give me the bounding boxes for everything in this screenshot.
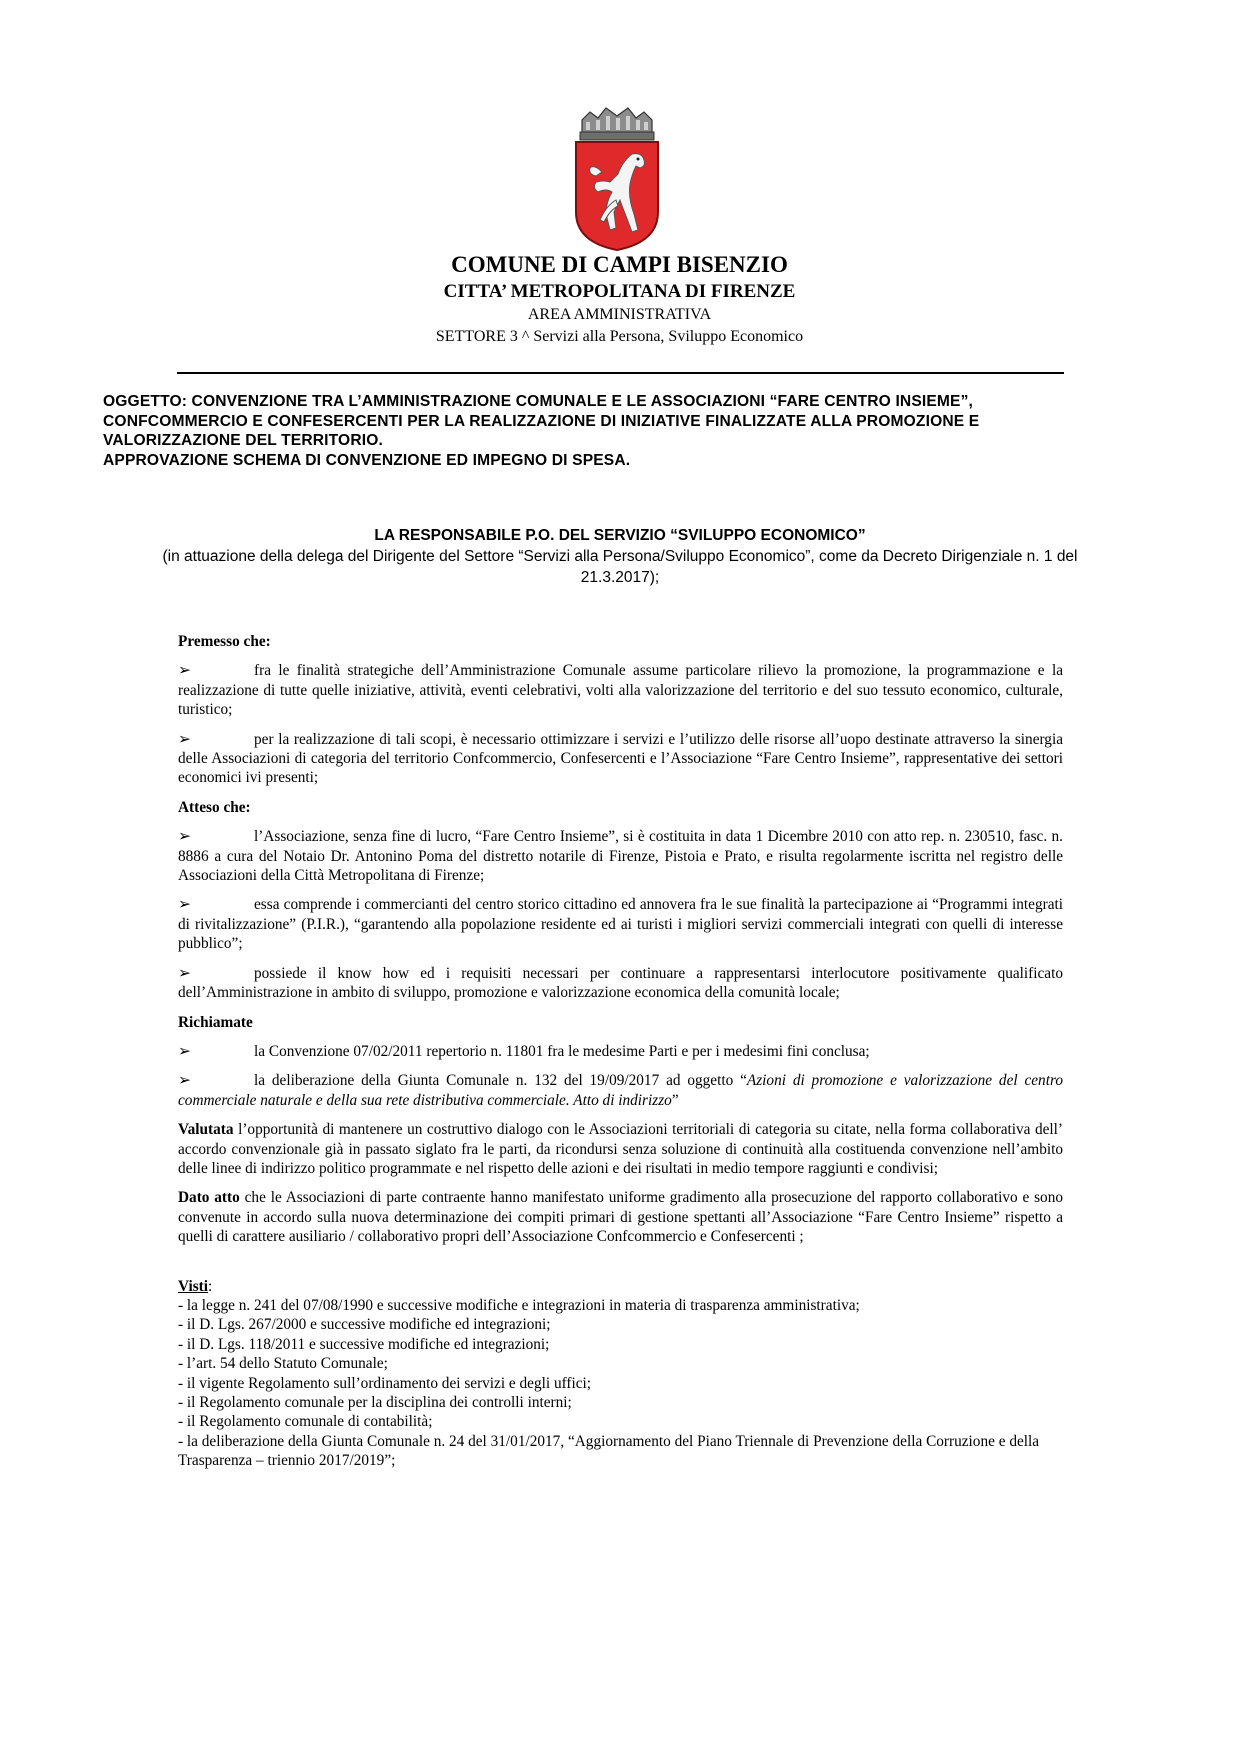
list-item: ➢ fra le finalità strategiche dell’Amministrazione Comunale assume particolare rilievo la promozione, la programmazione e la realizzazione di tutte quelle iniziative, attività, eventi celebrativi, volti alla valorizzazione del territorio e del suo tessuto economico, culturale, turistico; [178, 662, 1063, 719]
delibera-title: Azioni di promozione e valorizzazione del centro commerciale naturale e della sua rete distributiva commerciale. Atto di indirizzo [178, 1072, 1063, 1109]
arrow-bullet-icon: ➢ [178, 662, 191, 680]
list-item: ➢ la deliberazione della Giunta Comunale n. 132 del 19/09/2017 ad oggetto “Azioni di promozione e valorizzazione del centro commerciale naturale e della sua rete distributiva commerciale. Atto di indirizzo” [178, 1072, 1063, 1109]
oggetto-line: APPROVAZIONE SCHEMA DI CONVENZIONE ED IMPEGNO DI SPESA. [103, 451, 631, 469]
arrow-bullet-icon: ➢ [178, 828, 191, 846]
arrow-bullet-icon: ➢ [178, 896, 191, 914]
oggetto-block [103, 392, 1163, 470]
area-name: AREA AMMINISTRATIVA [527, 306, 712, 323]
atteso-heading: Atteso che: [178, 798, 251, 816]
list-item: ➢ essa comprende i commercianti del centro storico cittadino ed annovera fra le sue finalità la partecipazione ai “Programmi integrati di rivitalizzazione” (P.I.R.), “garantendo alla popolazione residente ed ai turisti i migliori servizi commerciali integrati con quelli di interesse pubblico”; [178, 896, 1063, 953]
arrow-bullet-icon: ➢ [178, 730, 191, 748]
oggetto-line: OGGETTO: CONVENZIONE TRA L’AMMINISTRAZIONE COMUNALE E LE ASSOCIAZIONI “FARE CENTRO INSIEME”, [103, 393, 974, 410]
visti-line: - il vigente Regolamento sull’ordinamento dei servizi e degli uffici; [178, 1374, 592, 1392]
comune-name: COMUNE DI CAMPI BISENZIO [451, 252, 788, 277]
richiamate-heading: Richiamate [178, 1013, 253, 1031]
dato-atto-paragraph: Dato atto che le Associazioni di parte contraente hanno manifestato uniforme gradimento alla prosecuzione del rapporto collaborativo e sono convenute in accordo sulla nuova determinazione dei compiti primari di gestione spettanti all’Associazione “Fare Centro Insieme” rispetto a quelli di carattere ausiliario / collaborativo propri dell’Associazione Confcommercio e Confesercenti ; [178, 1189, 1063, 1246]
list-item: ➢ la Convenzione 07/02/2011 repertorio n. 11801 fra le medesime Parti e per i medesimi fini conclusa; [178, 1042, 870, 1060]
arrow-bullet-icon: ➢ [178, 1072, 191, 1090]
visti-line: - il Regolamento comunale di contabilità; [178, 1413, 433, 1431]
responsabile-subtitle: (in attuazione della delega del Dirigente del Settore “Servizi alla Persona/Sviluppo Economico”, come da Decreto Dirigenziale n. 1 del 21.3.2017); [162, 548, 1078, 586]
responsabile-block [150, 525, 1090, 588]
visti-line: - la deliberazione della Giunta Comunale n. 24 del 31/01/2017, “Aggiornamento del Piano Triennale di Prevenzione della Corruzione e della Trasparenza – triennio 2017/2019”; [178, 1432, 1040, 1470]
list-item: ➢ l’Associazione, senza fine di lucro, “Fare Centro Insieme”, si è costituita in data 1 Dicembre 2010 con atto rep. n. 230510, fasc. n. 8886 a cura del Notaio Dr. Antonino Poma del distretto notarile di Firenze, Pistoia e Prato, e risulta regolarmente iscritta nel registro delle Associazioni della Città Metropolitana di Firenze; [178, 828, 1063, 885]
visti-line: - la legge n. 241 del 07/08/1990 e successive modifiche e integrazioni in materia di trasparenza amministrativa; [178, 1296, 860, 1314]
document-header [0, 250, 1239, 348]
arrow-bullet-icon: ➢ [178, 1042, 191, 1060]
arrow-bullet-icon: ➢ [178, 964, 191, 982]
oggetto-line: VALORIZZAZIONE DEL TERRITORIO. [103, 432, 383, 449]
responsabile-title: LA RESPONSABILE P.O. DEL SERVIZIO “SVILUPPO ECONOMICO” [374, 527, 866, 544]
valutata-paragraph: Valutata l’opportunità di mantenere un costruttivo dialogo con le Associazioni territoriali di categoria su citate, nella forma collaborativa dell’ accordo convenzionale già in passato siglato fra le parti, da ricondursi senza soluzione di continuità alla costituenda convenzione nell’ambito delle linee di indirizzo politico programmate e nel rispetto delle azioni e dei risultati in medio tempore raggiunti e condivisi; [178, 1121, 1063, 1177]
list-item: ➢ per la realizzazione di tali scopi, è necessario ottimizzare i servizi e l’utilizzo delle risorse all’uopo destinate attraverso la sinergia delle Associazioni di categoria del territorio Confcommercio, Confesercenti e l’Associazione “Fare Centro Insieme”, rappresentative dei settori economici ivi presenti; [178, 730, 1063, 787]
visti-line: - il D. Lgs. 118/2011 e successive modifiche ed integrazioni; [178, 1335, 550, 1353]
header-divider [177, 372, 1064, 374]
premesso-heading: Premesso che: [178, 633, 271, 650]
list-item: ➢ possiede il know how ed i requisiti necessari per continuare a rappresentarsi interlocutore positivamente qualificato dell’Amministrazione in ambito di sviluppo, promozione e valorizzazione economica della comunità locale; [178, 964, 1063, 1002]
comune-crest-icon [572, 102, 662, 252]
oggetto-line: CONFCOMMERCIO E CONFESERCENTI PER LA REALIZZAZIONE DI INIZIATIVE FINALIZZATE ALLA PROMOZIONE E [103, 412, 980, 430]
settore-name: SETTORE 3 ^ Servizi alla Persona, Sviluppo Economico [435, 328, 804, 345]
visti-line: - il D. Lgs. 267/2000 e successive modifiche ed integrazioni; [178, 1316, 551, 1334]
document-body [178, 632, 1063, 1471]
citta-metropolitana: CITTA’ METROPOLITANA DI FIRENZE [443, 281, 796, 302]
visti-heading: Visti: [178, 1277, 213, 1295]
visti-line: - il Regolamento comunale per la disciplina dei controlli interni; [178, 1394, 572, 1411]
visti-line: - l’art. 54 dello Statuto Comunale; [178, 1355, 388, 1373]
